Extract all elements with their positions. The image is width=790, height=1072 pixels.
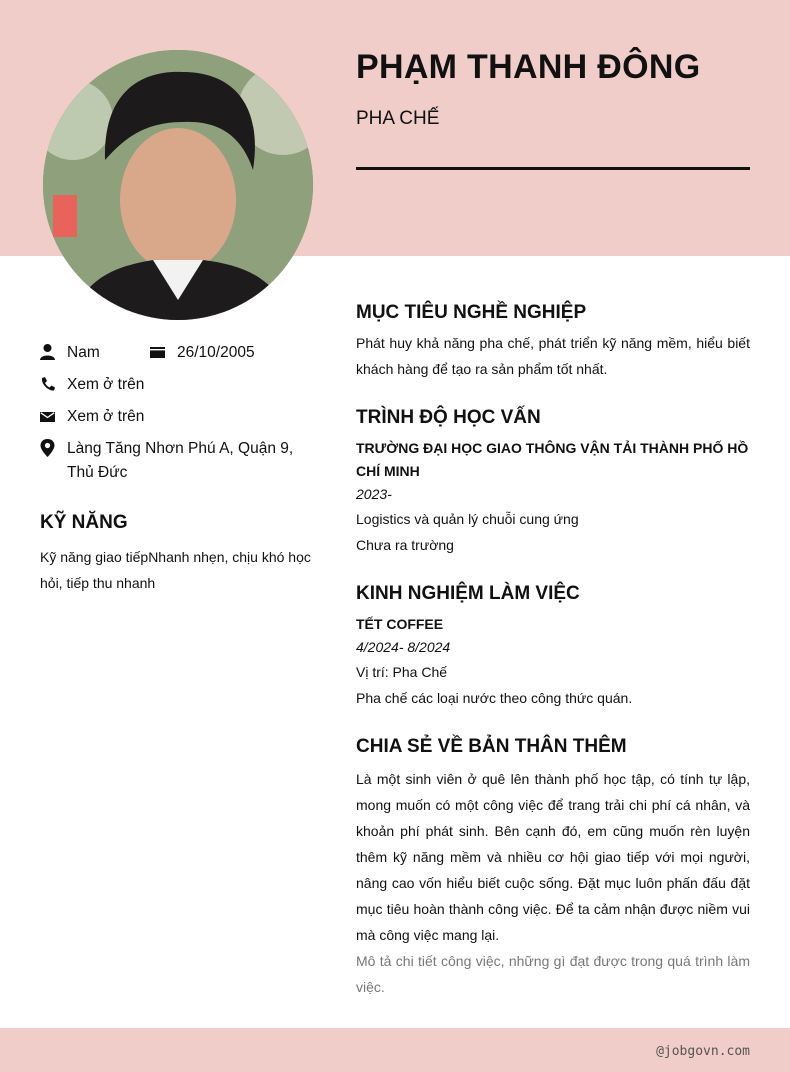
candidate-name: PHẠM THANH ĐÔNG: [356, 48, 701, 86]
about-text: Là một sinh viên ở quê lên thành phố học tập, có tính tự lập, mong muốn có một công việc để trang trải chi phí cá nhân, và khoản phí phát sinh. Bên cạnh đó, em cũng muốn rèn luyện thêm kỹ năng mềm và nhiều cơ hội giao tiếp với mọi người, nâng cao vốn hiểu biết cuộc sống. Đặt mục luôn phấn đấu đặt mục tiêu hoàn thành công việc. Để ta cảm nhận được niềm vui mà công việc mang lại.: [356, 771, 750, 943]
skills-text: Kỹ năng giao tiếpNhanh nhẹn, chịu khó học hỏi, tiếp thu nhanh: [40, 549, 311, 591]
gender-row: [40, 341, 100, 365]
title-divider: [356, 167, 750, 170]
profile-photo: [43, 50, 313, 320]
job-title: PHA CHẾ: [356, 108, 440, 129]
mail-icon: [40, 407, 55, 425]
objective-heading: MỤC TIÊU NGHỀ NGHIỆP: [356, 302, 587, 323]
education-major: Logistics và quản lý chuỗi cung ứng: [356, 511, 579, 527]
birthday-row: [150, 341, 255, 365]
footer-brand: @jobgovn.com: [656, 1044, 750, 1059]
experience-section: [356, 583, 750, 711]
about-section: [356, 736, 750, 1000]
experience-heading: KINH NGHIỆM LÀM VIỆC: [356, 583, 580, 604]
about-placeholder: Mô tả chi tiết công việc, những gì đạt được trong quá trình làm việc.: [356, 953, 750, 995]
phone-row: [40, 373, 144, 397]
company-name: TẾT COFFEE: [356, 616, 444, 632]
objective-section: [356, 302, 750, 382]
education-heading: TRÌNH ĐỘ HỌC VẤN: [356, 407, 541, 428]
gender-value: Nam: [67, 344, 100, 361]
education-section: [356, 407, 750, 558]
user-icon: [40, 343, 55, 361]
experience-period: 4/2024- 8/2024: [356, 639, 451, 655]
school-name: TRƯỜNG ĐẠI HỌC GIAO THÔNG VẬN TẢI THÀNH PHỐ HỒ CHÍ MINH: [356, 440, 749, 479]
calendar-icon: [150, 343, 165, 361]
education-status: Chưa ra trường: [356, 537, 454, 553]
phone-value: Xem ở trên: [67, 376, 145, 393]
experience-position: Vị trí: Pha Chế: [356, 664, 448, 680]
objective-text: Phát huy khả năng pha chế, phát triển kỹ năng mềm, hiểu biết khách hàng để tạo ra sản phẩm tốt nhất.: [356, 335, 750, 377]
phone-icon: [40, 375, 55, 393]
address-row: [40, 437, 310, 485]
experience-description: Pha chế các loại nước theo công thức quán.: [356, 690, 633, 706]
address-value: Làng Tăng Nhơn Phú A, Quận 9, Thủ Đức: [67, 440, 294, 481]
skills-heading: KỸ NĂNG: [40, 512, 128, 533]
birthday-value: 26/10/2005: [177, 344, 255, 361]
email-row: [40, 405, 144, 429]
email-value: Xem ở trên: [67, 408, 145, 425]
education-period: 2023-: [356, 486, 392, 502]
location-pin-icon: [40, 439, 55, 457]
about-heading: CHIA SẺ VỀ BẢN THÂN THÊM: [356, 736, 627, 757]
